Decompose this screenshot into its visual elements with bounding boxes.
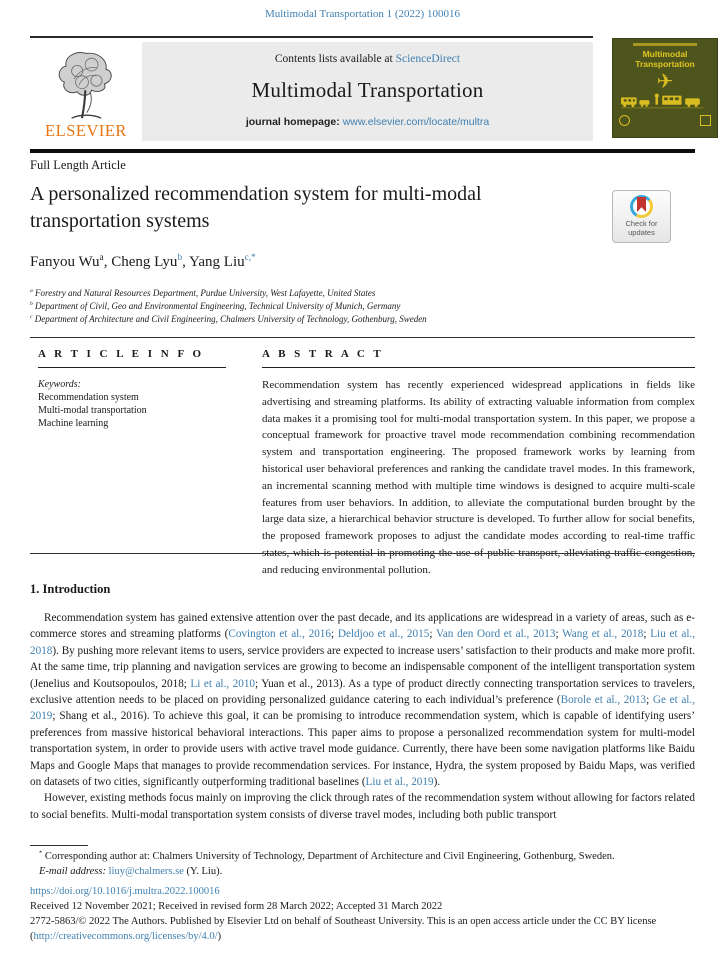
keyword-item: Multi-modal transportation — [38, 405, 147, 416]
divider-below-abstract — [30, 553, 695, 554]
article-info-rule — [38, 367, 226, 368]
inline-link[interactable]: Van den Oord et al., 2013 — [435, 628, 556, 641]
affiliations — [30, 287, 427, 326]
check-for-updates-label: Check for updates — [625, 219, 658, 237]
text-segment: ; — [331, 628, 338, 641]
text-segment: Fanyou Wu — [30, 254, 100, 270]
inline-link[interactable]: Wang et al., 2018 — [562, 628, 644, 641]
cover-emblem-left-icon — [619, 115, 630, 126]
divider-above-info — [30, 337, 695, 338]
masthead-bottom-rule — [30, 149, 695, 153]
journal-banner — [142, 42, 593, 141]
email-line — [30, 865, 695, 880]
text-segment: ) — [217, 930, 222, 942]
journal-title: Multimodal Transportation — [251, 78, 484, 102]
text-segment: Department of Civil, Geo and Environmental Engineering, Technical University of Munich, Germany — [32, 301, 401, 311]
text-segment: journal homepage: — [245, 116, 343, 128]
abstract-text: Recommendation system has recently experienced widespread applications in fields like advertising and streaming platforms. Its ability of extracting valuable information from complex data makes it a promising tool for multi-modal transportation system. In this paper, we propose a conceptual framework for proactive travel mode recommendation combining recommendation system and transportation engineering. The proposed framework works by learning from historical user behavioral preferences and ranking the candidate travel modes. In this framework, an incremental scanning method with multiple time windows is designed to acquire multi-scale features from user behaviors. In addition, to alleviate the computational burden brought by the large data size, a hierarchical behavior structure is developed. To further allow for social benefits, the proposed framework proposes to adjust the candidate modes according to real-time traffic states, which is potential in promoting the use of public transport, alleviating traffic congestion, and reducing environmental pollution. — [262, 379, 695, 576]
elsevier-wordmark: ELSEVIER — [45, 121, 127, 140]
text-segment: Recommendation system has gained extensive attention over the past decade, and its applications are widespread in a variety of areas, such as e-commerce stores and streaming platforms ( — [30, 612, 695, 641]
airplane-icon: ✈ — [656, 69, 674, 93]
article-title: A personalized recommendation system for multi-modal transportation systems — [30, 183, 482, 232]
text-segment: ; — [646, 694, 653, 707]
text-segment: ; — [555, 628, 563, 641]
text-segment: ; Yuan et al., 2013). As a type of product directly connecting transportation services to travelers, exclusive attention needs to be placed on providing personalized guidance catering to each individual’s preference ( — [30, 677, 696, 707]
affiliation-a — [30, 287, 427, 300]
inline-link[interactable]: Liu et al., 2019 — [365, 776, 434, 789]
text-segment: However, existing methods focus mainly on improving the click through rates of the recommendation system without allowing for factors related to social benefits. Multi-modal transportation system consists of diverse travel modes, including both public transport — [30, 792, 695, 821]
abstract-column — [262, 348, 695, 579]
keywords-block — [30, 378, 226, 430]
crossmark-icon — [630, 195, 653, 218]
check-for-updates-badge[interactable] — [612, 190, 671, 243]
inline-link[interactable]: www.elsevier.com/locate/multra — [342, 116, 490, 128]
text-segment: ; — [643, 628, 651, 641]
masthead — [30, 42, 593, 141]
footnote-block — [30, 850, 695, 879]
text-segment: ; — [429, 628, 436, 641]
inline-link[interactable]: Deldjoo et al., 2015 — [337, 628, 430, 641]
inline-link[interactable]: Li et al., 2010 — [190, 677, 256, 690]
abstract-rule — [262, 367, 695, 368]
text-segment: E-mail address: — [39, 865, 106, 877]
text-segment: (Y. Liu). — [183, 865, 223, 877]
text-segment: a — [30, 288, 33, 294]
info-abstract-section — [30, 348, 695, 579]
inline-link[interactable]: Borole et al., 2013 — [560, 694, 647, 707]
abstract-header: A B S T R A C T — [262, 348, 384, 360]
inline-link[interactable]: Ge et al., 2019 — [30, 694, 695, 723]
text-segment: Forestry and Natural Resources Department, Purdue University, West Lafayette, United States — [32, 288, 376, 298]
inline-link[interactable]: liuy@chalmers.se — [108, 865, 184, 877]
corresponding-author-note — [30, 850, 695, 865]
text-segment: * — [39, 849, 43, 857]
article-info-column — [30, 348, 226, 579]
text-segment: , Yang Liu — [182, 254, 245, 270]
cover-emblem-right-icon — [700, 115, 711, 126]
affiliation-b — [30, 300, 427, 313]
text-segment: Department of Architecture and Civil Engineering, Chalmers University of Technology, Gothenburg, Sweden — [32, 314, 427, 324]
journal-cover-thumbnail[interactable] — [612, 38, 718, 138]
inline-link[interactable]: Covington et al., 2016 — [228, 628, 331, 641]
cover-emblems — [619, 115, 711, 126]
homepage-line — [246, 116, 489, 128]
text-segment: 2772-5863/© 2022 The Authors. Published by Elsevier Ltd on behalf of Southeast University. This is an open access article under the CC BY license ( — [30, 916, 657, 942]
keywords-label: Keywords: — [38, 379, 81, 390]
inline-link[interactable]: c,* — [244, 253, 256, 263]
text-segment: ). By pushing more relevant items to users, service providers are expected to increase users’ satisfaction to their products and make more profit. At the same time, trip planning and navigation services are growing to become an indispensable component of the intelligent transportation system (Jenelius and Koutsopoulos, 2018; — [30, 644, 695, 690]
masthead-top-rule — [30, 36, 593, 38]
article-type-label: Full Length Article — [30, 158, 126, 172]
inline-link[interactable]: ScienceDirect — [395, 53, 461, 65]
text-segment: c — [30, 314, 33, 320]
elsevier-tree-icon — [47, 47, 125, 123]
elsevier-logo — [30, 42, 142, 141]
text-segment: b — [30, 301, 33, 307]
journal-reference: Multimodal Transportation 1 (2022) 100016 — [265, 8, 460, 20]
doi-link[interactable]: https://doi.org/10.1016/j.multra.2022.100016 — [30, 886, 220, 897]
vehicles-silhouette-icon — [617, 91, 713, 113]
contents-line — [275, 53, 460, 65]
introduction-paragraph-2 — [30, 790, 695, 823]
text-segment: ; Shang et al., 2016). To achieve this goal, it can be promising to introduce recommendation system, which is capable of identifying users’ preferences from massive historical behavioral interactions. This paper aims to propose a personalized recommendation system for multi-model transportation system, in order to provide users with active travel mode guidance. Currently, there have been some navigation platforms like Baidu Maps and Google Maps that manages to provide recommendation services. For instance, Hydra, the system proposed by Baidu Maps, was verified on datasets of two cities, significantly outperforming traditional baselines ( — [30, 710, 695, 789]
text-segment: Corresponding author at: Chalmers University of Technology, Department of Architecture and Civil Engineering, Gothenburg, Sweden. — [42, 851, 615, 862]
inline-link[interactable]: b — [177, 253, 183, 263]
introduction-paragraph-1 — [30, 610, 695, 790]
keyword-item: Machine learning — [38, 418, 109, 429]
footnote-rule — [30, 845, 88, 846]
affiliation-c — [30, 313, 427, 326]
introduction-heading: 1. Introduction — [30, 582, 111, 596]
text-segment: a — [99, 253, 104, 263]
authors-line — [30, 254, 256, 271]
inline-link[interactable]: http://creativecommons.org/licenses/by/4.0/ — [33, 930, 218, 942]
cover-top-band — [633, 43, 697, 46]
text-segment: Contents lists available at — [274, 53, 396, 65]
license-line — [30, 915, 695, 944]
cover-title: Multimodal Transportation — [635, 49, 695, 69]
text-segment: ). — [433, 776, 441, 789]
article-info-header: A R T I C L E I N F O — [38, 348, 205, 360]
received-dates: Received 12 November 2021; Received in revised form 28 March 2022; Accepted 31 March 2022 — [30, 901, 443, 912]
introduction-section — [30, 582, 695, 823]
inline-link[interactable]: Liu et al., 2018 — [30, 628, 696, 657]
text-segment: , Cheng Lyu — [103, 254, 178, 270]
keyword-item: Recommendation system — [38, 392, 139, 403]
